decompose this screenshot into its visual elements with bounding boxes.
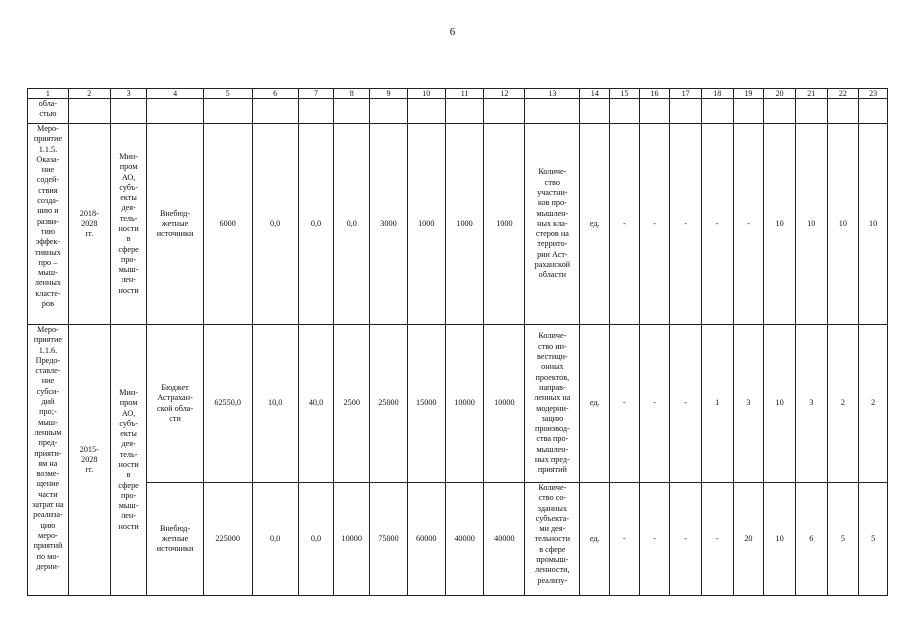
funding-source-cell: Бюджет Астрахан- ской обла- сти [147, 325, 203, 483]
unit-cell: ед. [580, 483, 610, 596]
col-num: 14 [580, 89, 610, 99]
value-cell: - [639, 325, 670, 483]
value-cell: 5 [859, 483, 888, 596]
value-cell: 10 [764, 124, 796, 325]
col-num: 11 [445, 89, 484, 99]
col-num: 12 [484, 89, 525, 99]
empty-cell [639, 99, 670, 124]
value-cell: 3 [733, 325, 764, 483]
empty-cell [334, 99, 370, 124]
col-num: 10 [407, 89, 445, 99]
empty-cell [733, 99, 764, 124]
value-cell: 2 [827, 325, 859, 483]
funding-source-cell: Внебюд- жетные источники [147, 483, 203, 596]
empty-cell [859, 99, 888, 124]
unit-cell: ед. [580, 325, 610, 483]
value-cell: 10000 [484, 325, 525, 483]
value-cell: 0,0 [252, 483, 298, 596]
unit-cell: ед. [580, 124, 610, 325]
activity-cell: Меро- приятие 1.1.6. Предо- ставле- ние субси- дий про;- мыш- ленным пред- прияти- ям на возме- щение части затрат на реализа- цию меро- приятий по мо- дерни- [28, 325, 69, 596]
indicator-cell: Количе- ство со- зданных субъекта- ми дея- тельности в сфере промыш- ленности, реализу- [525, 483, 580, 596]
value-cell: - [610, 325, 640, 483]
empty-cell [484, 99, 525, 124]
value-cell: 3000 [370, 124, 408, 325]
value-cell: 10 [859, 124, 888, 325]
empty-cell [670, 99, 702, 124]
table-row-activity-1-1-6-extrabudget [28, 483, 888, 596]
col-num: 21 [795, 89, 827, 99]
value-cell: 1 [701, 325, 733, 483]
value-cell: 2 [859, 325, 888, 483]
page-number: 6 [449, 26, 456, 38]
col-num: 15 [610, 89, 640, 99]
col-num: 3 [110, 89, 147, 99]
value-cell: - [701, 124, 733, 325]
value-cell: 10 [764, 483, 796, 596]
empty-cell [147, 99, 203, 124]
value-cell: 60000 [407, 483, 445, 596]
value-cell: 20 [733, 483, 764, 596]
col-num: 18 [701, 89, 733, 99]
value-cell: 1000 [407, 124, 445, 325]
empty-cell [580, 99, 610, 124]
col-num: 16 [639, 89, 670, 99]
activity-cell: Меро- приятие 1.1.5. Оказа- ние содей- ствия созда- нию и разви- тию эффек- тивных про – мыш- ленных класте- ров [28, 124, 69, 325]
col-num: 19 [733, 89, 764, 99]
total-cell: 6000 [203, 124, 252, 325]
indicator-cell: Количе- ство ин- вестици- онных проектов, направ- ленных на модерни- зацию производ- ства про- мышлен- ных пред- приятий [525, 325, 580, 483]
value-cell: 10 [795, 124, 827, 325]
value-cell: - [610, 124, 640, 325]
value-cell: 0,0 [334, 124, 370, 325]
col-num: 13 [525, 89, 580, 99]
empty-cell [610, 99, 640, 124]
value-cell: 10 [827, 124, 859, 325]
empty-cell [701, 99, 733, 124]
col-num: 4 [147, 89, 203, 99]
value-cell: 3 [795, 325, 827, 483]
empty-cell [68, 99, 110, 124]
empty-cell [827, 99, 859, 124]
col-num: 17 [670, 89, 702, 99]
value-cell: - [670, 325, 702, 483]
table-row-activity-1-1-5 [28, 124, 888, 325]
value-cell: 15000 [407, 325, 445, 483]
period-cell: 2015- 2028 гг. [68, 325, 110, 596]
empty-cell [298, 99, 334, 124]
value-cell: 75000 [370, 483, 408, 596]
executor-cell: Мин- пром АО, субъ- екты дея- тель- ности в сфере про- мыш- лен- ности [110, 124, 147, 325]
value-cell: 1000 [445, 124, 484, 325]
col-num: 22 [827, 89, 859, 99]
value-cell: 0,0 [298, 483, 334, 596]
col-num: 1 [28, 89, 69, 99]
value-cell: 5 [827, 483, 859, 596]
empty-cell [203, 99, 252, 124]
empty-cell [110, 99, 147, 124]
col-num: 9 [370, 89, 408, 99]
value-cell: - [639, 483, 670, 596]
value-cell: 10,0 [252, 325, 298, 483]
value-cell: 40000 [484, 483, 525, 596]
executor-cell: Мин- пром АО, субъ- екты дея- тель- ности в сфере про- мыш- лен- ности [110, 325, 147, 596]
value-cell: 0,0 [252, 124, 298, 325]
program-table [27, 88, 888, 596]
col-num: 5 [203, 89, 252, 99]
column-number-row [28, 89, 888, 99]
empty-cell [795, 99, 827, 124]
activity-cell: обла- стью [28, 99, 69, 124]
empty-cell [370, 99, 408, 124]
value-cell: 10000 [334, 483, 370, 596]
col-num: 8 [334, 89, 370, 99]
value-cell: 1000 [484, 124, 525, 325]
value-cell: 40000 [445, 483, 484, 596]
funding-source-cell: Внебюд- жетные источники [147, 124, 203, 325]
empty-cell [445, 99, 484, 124]
value-cell: - [610, 483, 640, 596]
total-cell: 62550,0 [203, 325, 252, 483]
value-cell: 25000 [370, 325, 408, 483]
col-num: 7 [298, 89, 334, 99]
value-cell: - [733, 124, 764, 325]
value-cell: - [670, 124, 702, 325]
indicator-cell: Количе- ство участни- ков про- мышлен- ных кла- стеров на террито- рии Аст- раханской области [525, 124, 580, 325]
col-num: 6 [252, 89, 298, 99]
value-cell: 6 [795, 483, 827, 596]
col-num: 2 [68, 89, 110, 99]
empty-cell [407, 99, 445, 124]
total-cell: 225000 [203, 483, 252, 596]
value-cell: - [701, 483, 733, 596]
col-num: 23 [859, 89, 888, 99]
value-cell: - [670, 483, 702, 596]
empty-cell [252, 99, 298, 124]
table-row-activity-1-1-6 [28, 325, 888, 483]
table-row-continuation [28, 99, 888, 124]
value-cell: - [639, 124, 670, 325]
empty-cell [525, 99, 580, 124]
col-num: 20 [764, 89, 796, 99]
empty-cell [764, 99, 796, 124]
value-cell: 10000 [445, 325, 484, 483]
value-cell: 2500 [334, 325, 370, 483]
value-cell: 10 [764, 325, 796, 483]
value-cell: 0,0 [298, 124, 334, 325]
value-cell: 40,0 [298, 325, 334, 483]
period-cell: 2018- 2028 гг. [68, 124, 110, 325]
